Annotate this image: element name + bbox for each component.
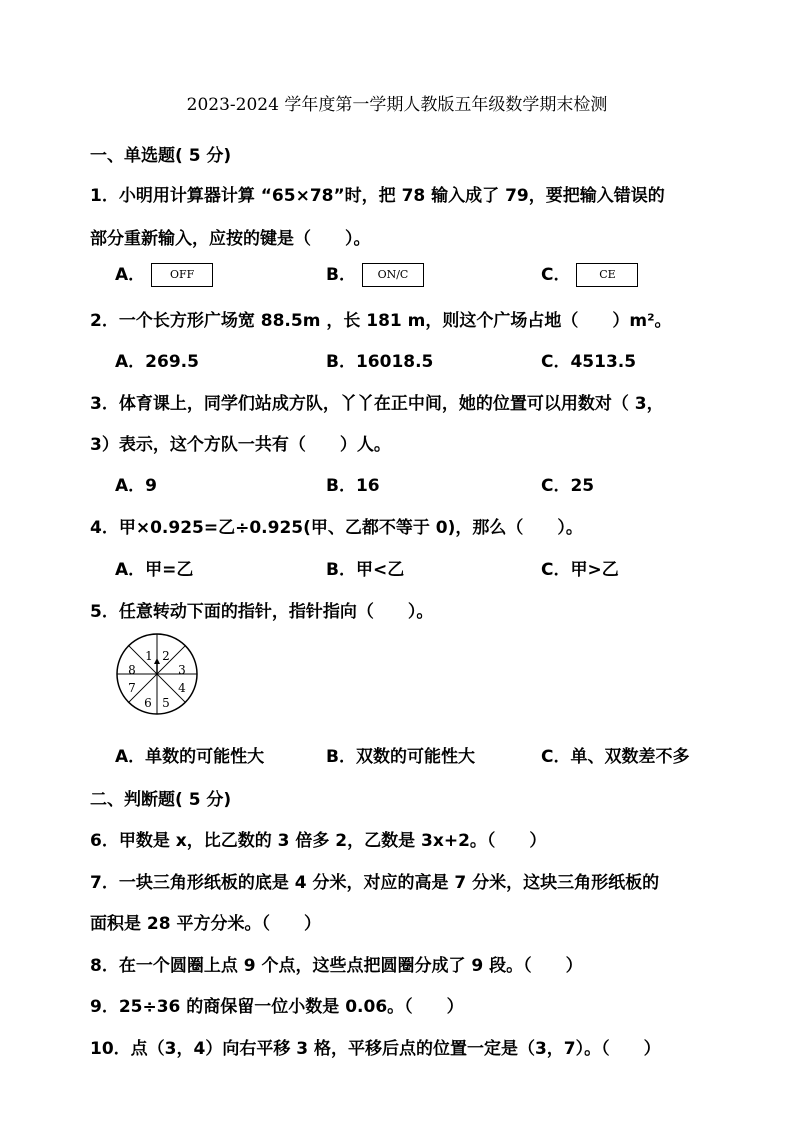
question-2-option-a: A．269.5: [115, 352, 199, 372]
spinner-number: 5: [162, 696, 170, 710]
question-3-option-b: B．16: [326, 476, 380, 496]
question-7-line-1: 7．一块三角形纸板的底是 4 分米，对应的高是 7 分米，这块三角形纸板的: [90, 873, 660, 893]
option-label: C．: [541, 265, 571, 285]
question-5-text: 5．任意转动下面的指针，指针指向（ ）。: [90, 602, 434, 622]
question-3-line-1: 3．体育课上，同学们站成方队，丫丫在正中间，她的位置可以用数对（ 3，: [90, 394, 664, 414]
option-label: A．: [115, 265, 146, 285]
spinner-pointer-arrow-icon: [154, 658, 160, 664]
question-1-line-2: 部分重新输入，应按的键是（ ）。: [90, 229, 371, 249]
question-9-text: 9．25÷36 的商保留一位小数是 0.06。（ ）: [90, 997, 464, 1017]
question-5-option-b: B．双数的可能性大: [326, 747, 475, 767]
calculator-key-on-c: ON/C: [362, 263, 424, 287]
section-true-false-heading: 二、判断题( 5 分): [90, 790, 232, 810]
question-8-text: 8．在一个圆圈上点 9 个点，这些点把圆圈分成了 9 段。（ ）: [90, 956, 583, 976]
question-3-option-a: A．9: [115, 476, 157, 496]
spinner-wheel: [115, 632, 199, 716]
section-single-choice-heading: 一、单选题( 5 分): [90, 146, 232, 166]
question-4-option-a: A．甲=乙: [115, 560, 194, 580]
calculator-key-off: OFF: [151, 263, 213, 287]
question-2-option-b: B．16018.5: [326, 352, 434, 372]
question-7-line-2: 面积是 28 平方分米。（ ）: [90, 914, 321, 934]
question-1-line-1: 1．小明用计算器计算 “65×78”时，把 78 输入成了 79，要把输入错误的: [90, 186, 665, 206]
question-4-option-b: B．甲<乙: [326, 560, 405, 580]
page-title: 2023-2024 学年度第一学期人教版五年级数学期末检测: [186, 95, 608, 115]
question-6-text: 6．甲数是 x，比乙数的 3 倍多 2，乙数是 3x+2。（ ）: [90, 831, 547, 851]
question-4-option-c: C．甲>乙: [541, 560, 619, 580]
question-3-option-c: C．25: [541, 476, 595, 496]
spinner-number: 3: [178, 663, 186, 677]
spinner-number: 1: [145, 649, 153, 663]
question-5-option-c: C．单、双数差不多: [541, 747, 690, 767]
question-10-text: 10．点（3，4）向右平移 3 格，平移后点的位置一定是（3，7）。（ ）: [90, 1039, 661, 1059]
spinner-number: 2: [162, 649, 170, 663]
question-4-text: 4．甲×0.925=乙÷0.925(甲、乙都不等于 0)，那么（ ）。: [90, 518, 583, 538]
spinner-number: 6: [144, 696, 152, 710]
question-2-option-c: C．4513.5: [541, 352, 637, 372]
question-2-text: 2．一个长方形广场宽 88.5m ，长 181 m，则这个广场占地（ ）m²。: [90, 311, 672, 331]
calculator-key-ce: CE: [576, 263, 638, 287]
spinner-number: 8: [128, 663, 136, 677]
spinner-number: 7: [128, 681, 136, 695]
question-1-option-a: [115, 260, 213, 287]
spinner-number: 4: [178, 681, 186, 695]
question-3-line-2: 3）表示，这个方队一共有（ ）人。: [90, 435, 391, 455]
option-label: B．: [326, 265, 356, 285]
question-1-option-c: [541, 260, 638, 287]
question-1-option-b: [326, 260, 424, 287]
question-5-option-a: A．单数的可能性大: [115, 747, 265, 767]
